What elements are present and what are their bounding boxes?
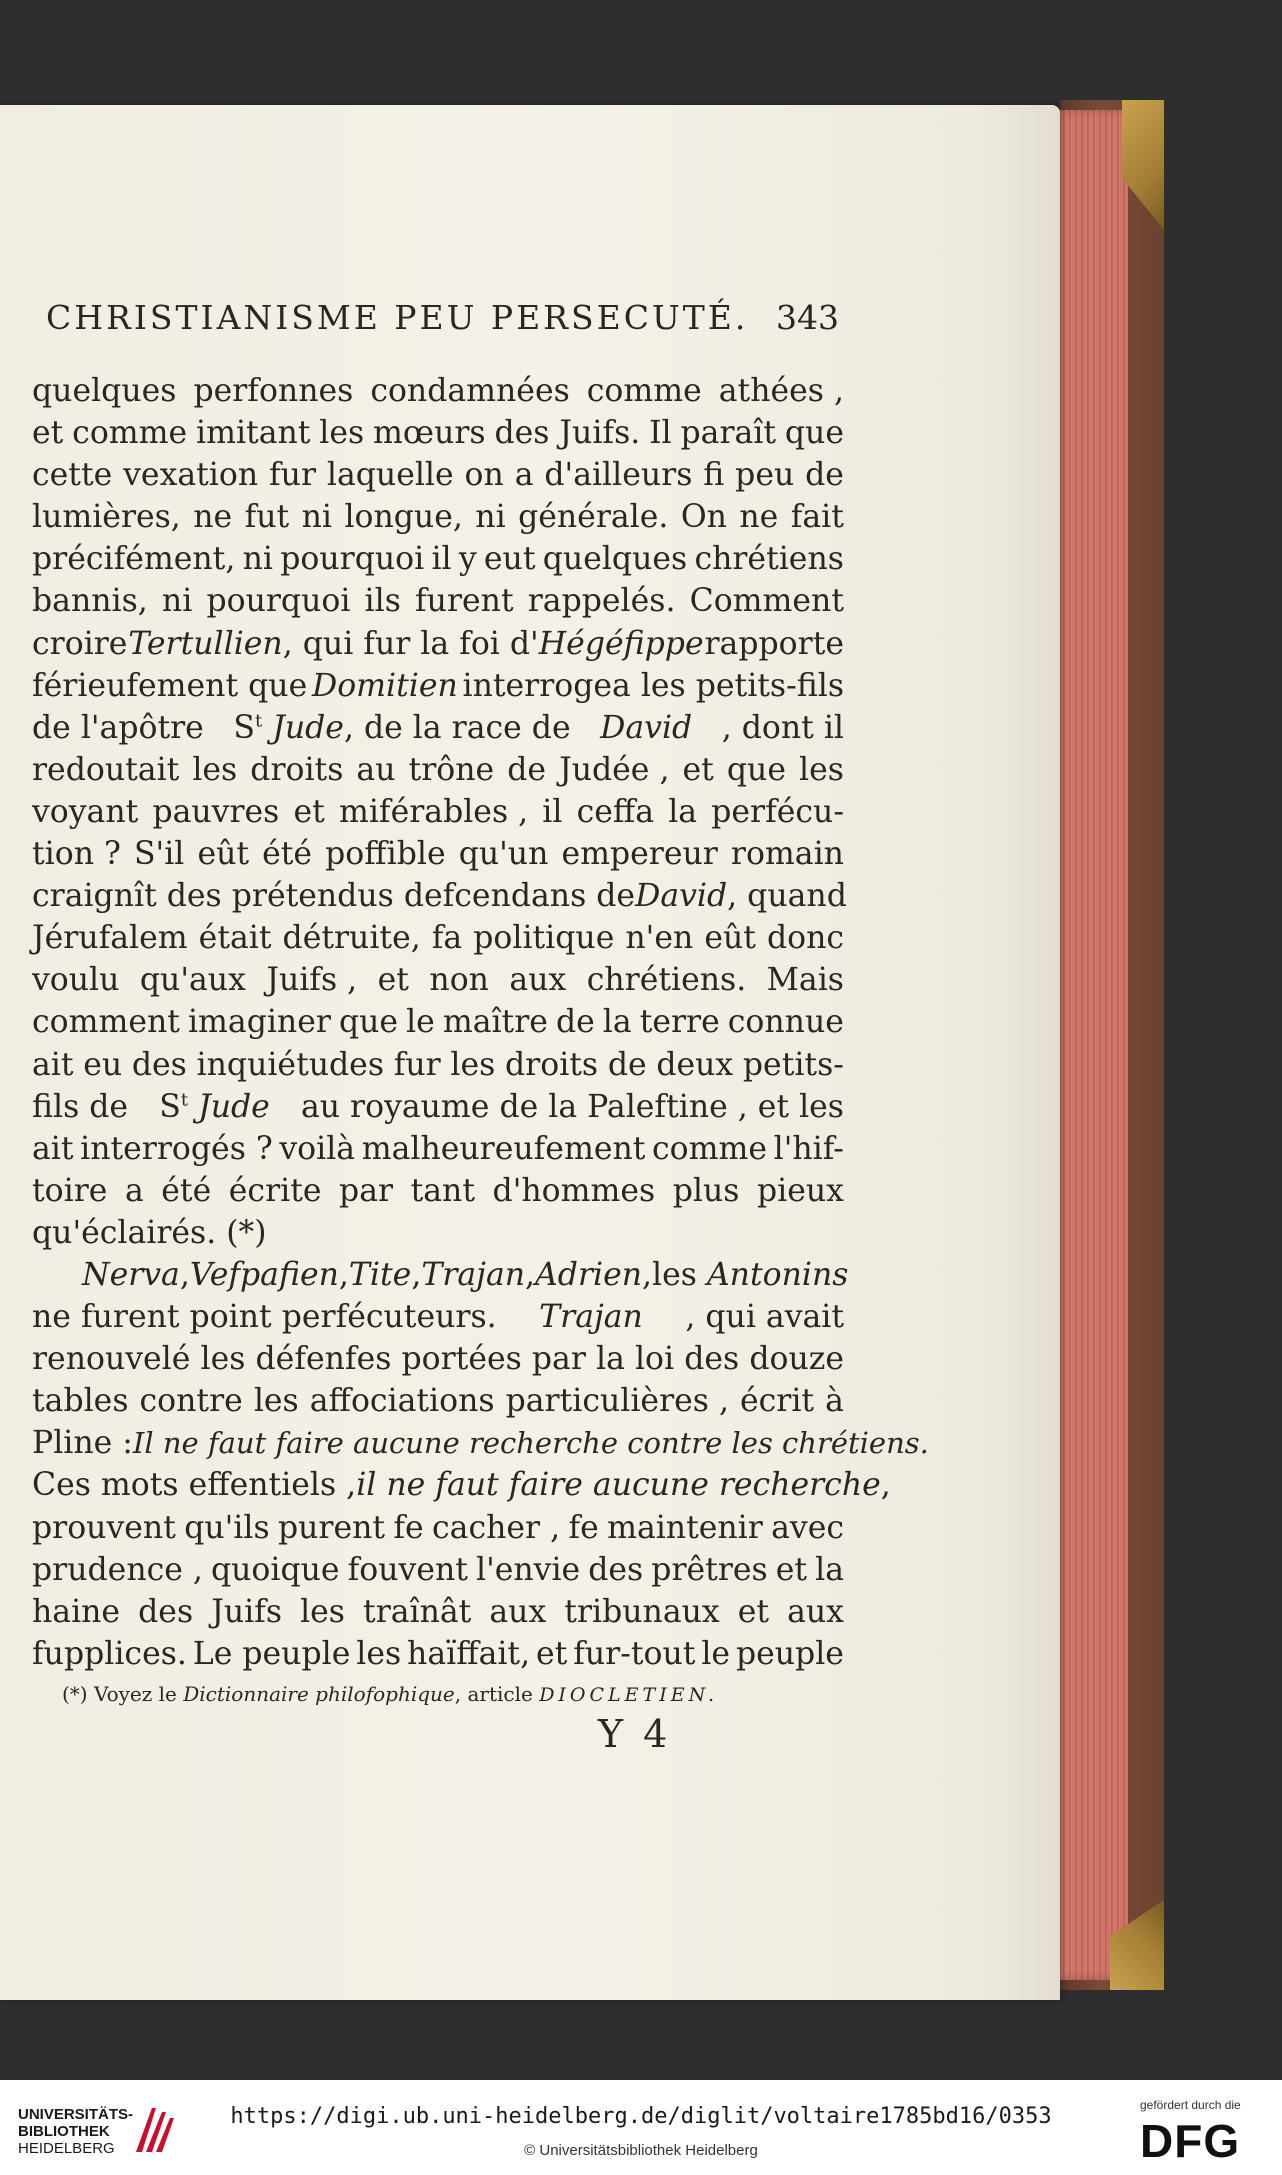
text-line: Ces mots effentiels , il ne faut faire aucune recherche,: [32, 1467, 891, 1504]
dfg-logo[interactable]: DFG: [1140, 2115, 1241, 2167]
word: n'en: [625, 920, 694, 957]
word: que: [726, 751, 786, 788]
text-line: [32, 1338, 844, 1380]
word: paraît: [680, 415, 777, 452]
word: pauvres: [152, 793, 280, 830]
word: haïffait,: [407, 1635, 531, 1672]
text-line: [32, 1591, 844, 1633]
word: de: [555, 1004, 595, 1041]
text-line: craignît des prétendus defcendans de David, quand: [32, 878, 847, 915]
word: Juifs: [211, 1593, 283, 1630]
text-line: ne furent point perfécuteurs. Trajan , qui avait: [32, 1296, 844, 1338]
word: ait: [32, 1046, 74, 1083]
word: prouvent: [32, 1509, 176, 1546]
word: les: [253, 1383, 299, 1420]
word: ait: [32, 1130, 74, 1167]
word: des: [138, 1593, 194, 1630]
word: il: [542, 793, 563, 830]
page-number: 343: [776, 298, 839, 337]
text-line: [32, 1507, 844, 1549]
word: haine: [32, 1593, 121, 1630]
pliny-quote: Il ne faut faire aucune recherche contre les chrétiens.: [132, 1426, 929, 1461]
word: furent: [415, 583, 514, 620]
text-line: croire Tertullien, qui fur la foi d'Hégéfippe rapporte: [32, 625, 844, 662]
footnote: (*) Voyez le Dictionnaire philofophique, article DIOCLETIEN.: [62, 1682, 719, 1706]
word: condamnées: [370, 373, 570, 409]
word: traînât: [363, 1593, 472, 1630]
word: générale.: [518, 499, 669, 536]
text-line: [32, 496, 844, 538]
word: Il: [649, 415, 672, 452]
word: toire: [32, 1172, 108, 1209]
word: de: [607, 1046, 647, 1083]
word: ni: [242, 541, 273, 578]
text-line: [32, 580, 844, 622]
word: douze: [749, 1341, 844, 1378]
text-line: Nerva, Vefpafien, Tite, Trajan, Adrien, les Antonins: [82, 1256, 849, 1293]
word: et: [377, 962, 409, 999]
word: d'hommes: [492, 1172, 656, 1209]
word: miférables ,: [338, 793, 529, 830]
word: que: [338, 1004, 399, 1041]
library-logo-text[interactable]: UNIVERSITÄTS- BIBLIOTHEK HEIDELBERG: [18, 2106, 134, 2157]
word: fe: [393, 1509, 424, 1546]
word: et: [737, 1593, 770, 1630]
word: fait: [790, 499, 844, 536]
word: le: [701, 1635, 731, 1672]
word: a: [514, 457, 534, 494]
word: d'ailleurs: [544, 457, 693, 494]
signature-mark: Y 4: [598, 1712, 672, 1756]
word: a: [124, 1172, 144, 1209]
word: chrétiens: [694, 541, 844, 578]
text-line: [32, 412, 844, 454]
word: prêtres: [651, 1551, 768, 1588]
word: purent: [277, 1509, 386, 1546]
word: cacher ,: [432, 1509, 561, 1546]
word: eût: [197, 836, 250, 873]
running-head: CHRISTIANISME PEU PERSECUTÉ.: [46, 298, 749, 337]
word: fur: [393, 1046, 441, 1083]
word: contre: [139, 1383, 243, 1420]
word: écrite: [228, 1172, 322, 1209]
word: fupplices.: [32, 1635, 187, 1672]
text-line: [32, 791, 844, 833]
word: défenfes: [255, 1341, 392, 1378]
word: les: [799, 751, 844, 788]
word: des: [588, 1551, 644, 1588]
word: tables: [32, 1383, 129, 1420]
text-line: férieufement que Domitien interrogea les petits-fils: [32, 665, 844, 707]
copyright-text: © Universitätsbibliothek Heidelberg: [524, 2142, 758, 2159]
word: fouvent: [347, 1551, 468, 1588]
word: ne: [193, 499, 233, 536]
body-text: [32, 370, 929, 1675]
word: empereur: [561, 836, 718, 873]
word: chrétiens.: [586, 962, 747, 999]
name-tertullien: Tertullien: [128, 625, 283, 662]
word: ni: [161, 583, 193, 620]
word: tion ?: [32, 836, 121, 873]
text-line: [32, 538, 844, 580]
word: peu: [735, 457, 795, 494]
word: maître: [442, 1004, 548, 1041]
word: deux: [656, 1046, 734, 1083]
word: ni: [475, 499, 506, 536]
word: fur: [269, 457, 317, 494]
text-line: [32, 749, 844, 791]
word: les: [450, 1046, 496, 1083]
permalink-link[interactable]: https://digi.ub.uni-heidelberg.de/diglit/voltaire1785bd16/0353: [230, 2104, 1052, 2129]
word: à: [825, 1383, 844, 1420]
word: politique: [473, 920, 615, 957]
word: pourquoi: [206, 583, 351, 620]
word: On: [680, 499, 727, 536]
permalink: [0, 2104, 1282, 2129]
word: quoique: [210, 1551, 340, 1588]
word: l'envie: [476, 1551, 581, 1588]
word: eut: [483, 541, 536, 578]
word: quelques: [32, 373, 177, 409]
word: maintenir: [607, 1509, 763, 1546]
word: ceffa: [576, 793, 655, 830]
word: donc: [766, 920, 844, 957]
word: prudence ,: [32, 1551, 203, 1588]
text-line: [32, 1044, 844, 1086]
word: inquiétudes: [196, 1046, 384, 1083]
word: fi: [703, 457, 725, 494]
word: ni: [301, 499, 333, 536]
word: était: [198, 920, 272, 957]
word: trône: [408, 751, 495, 788]
word: quelques: [542, 541, 688, 578]
word: des: [131, 1046, 187, 1083]
word: qu'aux: [139, 962, 246, 999]
word: comme: [72, 415, 188, 452]
word: peuple: [735, 1635, 844, 1672]
word: imitant: [196, 415, 311, 452]
word: l'hif-: [773, 1130, 844, 1167]
word: S'il: [133, 836, 185, 873]
text-line: qu'éclairés. (*): [32, 1214, 267, 1251]
text-line: [32, 454, 844, 496]
word: que: [784, 415, 844, 452]
text-line: [32, 833, 844, 875]
word: Judée ,: [559, 751, 670, 788]
word: avec: [771, 1509, 844, 1546]
word: les: [356, 1635, 402, 1672]
name-jude: Jude: [272, 709, 344, 746]
word: petits-: [742, 1046, 844, 1083]
word: fut: [244, 499, 290, 536]
word: loi: [634, 1341, 675, 1378]
word: les: [192, 751, 238, 788]
word: et: [775, 1551, 808, 1588]
word: perfécu-: [711, 793, 844, 830]
word: portées: [401, 1341, 522, 1378]
name-david: David: [600, 709, 693, 746]
text-line: fils de $S^t$ Jude au royaume de la Paleftine , et les: [32, 1088, 844, 1125]
word: vexation: [123, 457, 259, 494]
word: mœurs: [373, 415, 486, 452]
text-line: de l'apôtre $S^t$ Jude, de la race de David , dont il: [32, 707, 844, 749]
word: et: [536, 1635, 568, 1672]
word: été: [262, 836, 313, 873]
word: particulières ,: [505, 1383, 729, 1420]
word: Juifs ,: [266, 962, 358, 999]
word: des Juifs.: [494, 415, 641, 452]
word: il: [431, 541, 452, 578]
word: fur-tout: [573, 1635, 696, 1672]
word: la: [668, 793, 698, 830]
funding-note: gefördert durch die: [1140, 2098, 1241, 2112]
word: comme: [652, 1130, 768, 1167]
word: aux: [509, 962, 567, 999]
word: tribunaux: [564, 1593, 720, 1630]
word: voulu: [32, 962, 120, 999]
text-line: [32, 1549, 844, 1591]
word: romain: [730, 836, 844, 873]
word: voyant: [32, 793, 139, 830]
word: détruite,: [282, 920, 421, 957]
word: laquelle: [326, 457, 454, 494]
word: et: [32, 415, 64, 452]
word: affociations: [309, 1383, 495, 1420]
word: Comment: [689, 583, 844, 620]
word: comme: [586, 373, 702, 409]
word: bannis,: [32, 583, 148, 620]
word: pieux: [756, 1172, 844, 1209]
word: les: [200, 1341, 246, 1378]
word: droits: [505, 1046, 599, 1083]
word: perfonnes: [193, 373, 354, 409]
word: eu: [83, 1046, 123, 1083]
name-domitien: Domitien: [311, 667, 458, 704]
word: poffible: [325, 836, 446, 873]
text-line: [32, 370, 844, 412]
text-line: [32, 917, 844, 959]
word: lumières,: [32, 499, 181, 536]
word: athées ,: [718, 373, 844, 409]
name-david: David: [635, 878, 728, 915]
word: ils: [364, 583, 401, 620]
word: Mais: [766, 962, 844, 999]
word: qu'un: [458, 836, 549, 873]
text-line: Pline : Il ne faut faire aucune recherche contre les chrétiens.: [32, 1422, 844, 1464]
word: de: [805, 457, 844, 494]
word: de: [507, 751, 547, 788]
page-edges: [1048, 110, 1128, 1980]
name-hegesippe: Hégéfippe: [538, 625, 704, 662]
name-trajan: Trajan: [539, 1299, 643, 1336]
name-jude: Jude: [198, 1088, 270, 1125]
word: été: [161, 1172, 212, 1209]
word: le: [406, 1004, 435, 1041]
text-line: [32, 1170, 844, 1212]
text-line: [32, 1128, 844, 1170]
word: plus: [672, 1172, 740, 1209]
word: Jérufalem: [32, 920, 188, 957]
word: au: [356, 751, 396, 788]
word: écrit: [740, 1383, 815, 1420]
word: aux: [489, 1593, 547, 1630]
word: voilà: [279, 1130, 356, 1167]
text-line: [32, 1001, 844, 1043]
word: la: [596, 1341, 625, 1378]
word: interrogés ?: [80, 1130, 273, 1167]
word: renouvelé: [32, 1341, 191, 1378]
word: précifément,: [32, 541, 236, 578]
word: Le peuple: [192, 1635, 351, 1672]
word: fe: [568, 1509, 599, 1546]
word: les: [319, 415, 365, 452]
footer-bar: [0, 2080, 1282, 2175]
word: eût: [704, 920, 756, 957]
word: rappelés.: [527, 583, 676, 620]
word: longue,: [344, 499, 463, 536]
word: comment: [32, 1004, 180, 1041]
word: par: [339, 1172, 394, 1209]
word: cette: [32, 457, 113, 494]
word: et: [682, 751, 714, 788]
word: non: [429, 962, 489, 999]
text-line: [32, 1380, 844, 1422]
word: redoutait: [32, 751, 180, 788]
word: qu'ils: [184, 1509, 270, 1546]
word: la: [602, 1004, 632, 1041]
word: droits: [250, 751, 344, 788]
word: la: [815, 1551, 844, 1588]
word: terre: [639, 1004, 720, 1041]
word: ne: [739, 499, 779, 536]
text-line: [32, 959, 844, 1001]
word: et: [293, 793, 325, 830]
word: y: [458, 541, 477, 578]
word: connue: [727, 1004, 844, 1041]
word: malheureufement: [361, 1130, 646, 1167]
word: fa: [431, 920, 463, 957]
word: les: [300, 1593, 345, 1630]
word: aux: [787, 1593, 844, 1630]
word: on: [464, 457, 504, 494]
word: tant: [410, 1172, 475, 1209]
word: par: [531, 1341, 586, 1378]
text-line: [32, 1633, 844, 1675]
word: des: [684, 1341, 740, 1378]
word: pourquoi: [280, 541, 425, 578]
word: imaginer: [187, 1004, 331, 1041]
